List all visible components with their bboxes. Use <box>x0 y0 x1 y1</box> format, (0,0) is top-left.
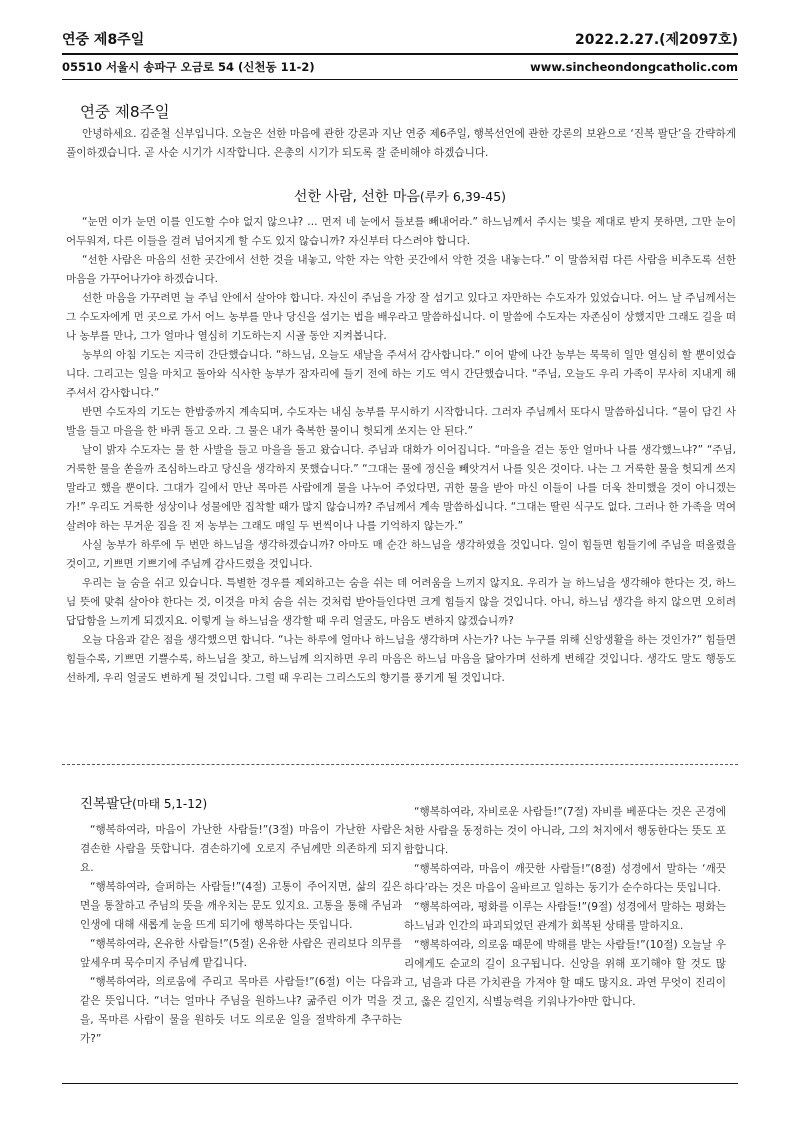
homily-paragraph: “눈먼 이가 눈먼 이를 인도할 수야 없지 않으냐? … 먼저 네 눈에서 들보를 빼내어라.” 하느님께서 주시는 빛을 제대로 받지 못하면, 그만 눈이 어두워져, 다른 이들을 걸려 넘어지게 할 수도 있지 않습니까? 자신부터 다스려야 합니다. <box>66 216 736 247</box>
beatitude-paragraph: “행복하여라, 자비로운 사람들!”(7절) 자비를 베푼다는 것은 곤경에 처한 사람을 동정하는 것이 아니라, 그의 처지에서 행동한다는 뜻도 포함합니다. <box>404 806 726 856</box>
masthead-title: 연중 제8주일 <box>62 32 145 48</box>
homily-paragraph: 오늘 다음과 같은 점을 생각했으면 합니다. “나는 하루에 얼마나 하느님을 생각하며 사는가? 나는 누구를 위해 신앙생활을 하는 것인가?” 힘들면 힘들수록, 기쁘면 기쁠수록, 하느님을 찾고, 하느님께 의지하면 우리 마음은 하느님 마음을 닮아가며 선하게 변해갈 것입니다. 생각도 말도 행동도 선하게, 우리 얼굴도 변하게 될 것입니다. 그럴 때 우리는 그리스도의 향기를 풍기게 될 것입니다. <box>66 634 736 684</box>
intro-paragraph: 안녕하세요. 김준철 신부입니다. 오늘은 선한 마음에 관한 강론과 지난 연중 제6주일, 행복선언에 관한 강론의 보완으로 ‘진복 팔단’을 간략하게 풀이하겠습니다. 곧 사순 시기가 시작합니다. 은총의 시기가 되도록 잘 준비해야 하겠습니다. <box>66 128 736 159</box>
beatitudes-reference: (마태 5,1-12) <box>132 797 208 811</box>
homily-paragraph: 우리는 늘 숨을 쉬고 있습니다. 특별한 경우를 제외하고는 숨을 쉬는 데 어려움을 느끼지 않지요. 우리가 늘 하느님을 생각해야 한다는 것, 하느님 뜻에 맞춰 살아야 한다는 것, 이것을 마치 숨을 쉬는 것처럼 받아들인다면 크게 힘들지 않을 것입니다. 아니, 하느님 생각을 하지 않으면 오히려 답답함을 느끼게 되겠지요. 이렇게 늘 하느님을 생각할 때 우리 얼굴도, 마음도 변하지 않겠습니까? <box>66 577 736 627</box>
address-bar <box>62 58 738 76</box>
beatitude-paragraph: “행복하여라, 슬퍼하는 사람들!”(4절) 고통이 주어지면, 삶의 깊은 면을 통찰하고 주님의 뜻을 깨우치는 문도 있지요. 고통을 통해 주님과 인생에 대해 새롭게 눈을 뜨게 되기에 행복하다는 뜻입니다. <box>80 881 402 931</box>
homily-paragraph: 선한 마음을 가꾸려면 늘 주님 안에서 살아야 합니다. 자신이 주님을 가장 잘 섬기고 있다고 자만하는 수도자가 있었습니다. 어느 날 주님께서는 그 수도자에게 먼 곳으로 가서 어느 농부를 만나 당신을 섬기는 법을 배우라고 말씀하십니다. 이 말씀에 수도자는 자존심이 상했지만 그래도 길을 떠나 농부를 만나, 그가 얼마나 열심히 기도하는지 시골 동안 지켜봅니다. <box>66 292 736 342</box>
beatitude-paragraph: “행복하여라, 마음이 가난한 사람들!”(3절) 마음이 가난한 사람은 겸손한 사람을 뜻합니다. 겸손하기에 오로지 주님께만 의존하게 되지요. <box>80 824 402 874</box>
homily-paragraph: 반면 수도자의 기도는 한밤중까지 계속되며, 수도자는 내심 농부를 무시하기 시작합니다. 그러자 주님께서 또다시 말씀하십니다. “물이 담긴 사발을 들고 마을을 한 바퀴 돌고 오라. 그 물은 내가 축복한 물이니 헛되게 쏘지는 안 된다.” <box>66 406 736 437</box>
beatitude-paragraph: “행복하여라, 마음이 깨끗한 사람들!”(8절) 성경에서 말하는 ‘깨끗하다’라는 것은 마음이 올바르고 일하는 동기가 순수하다는 뜻입니다. <box>404 863 726 894</box>
homily-paragraph: 농부의 아침 기도는 지극히 간단했습니다. “하느님, 오늘도 새날을 주셔서 감사합니다.” 이어 밭에 나간 농부는 묵묵히 일만 열심히 할 뿐이었습니다. 그리고는 일을 마치고 돌아와 식사한 농부가 잠자리에 들기 전에 하는 기도 역시 간단했습니다. “주님, 오늘도 우리 가족이 무사히 지내게 해주셔서 감사합니다.” <box>66 349 736 399</box>
homily-paragraph: 날이 밝자 수도자는 물 한 사발을 들고 마을을 돌고 왔습니다. 주님과 대화가 이어집니다. “마을을 걷는 동안 얼마나 나를 생각했느냐?” “주님, 거룩한 물을 쏟을까 조심하느라고 당신을 생각하지 못했습니다.” “그대는 물에 정신을 빼앗겨서 나를 잊은 것이다. 나는 그 거룩한 물을 헛되게 쓰지 말라고 했을 뿐이다. 그대가 길에서 만난 목마른 사람에게 물을 나누어 주었다면, 귀한 물을 받아 마신 이들이 나를 더욱 찬미했을 것이 아니겠는가!” 우리도 거룩한 성상이나 성물에만 집착할 때가 많지 않습니까? 주님께서 계속 말씀하십니다. “그대는 딸린 식구도 없다. 그러나 한 가족을 먹여 살려야 하는 무거운 짐을 진 저 농부는 그래도 매일 두 번씩이나 나를 기억하지 않는가.” <box>66 444 736 532</box>
parish-website[interactable]: www.sincheondongcatholic.com <box>530 60 738 74</box>
beatitudes-title: 진복팔단 <box>80 796 133 812</box>
homily-paragraph: “선한 사람은 마음의 선한 곳간에서 선한 것을 내놓고, 악한 자는 악한 곳간에서 악한 것을 내놓는다.” 이 말씀처럼 다른 사람을 비추도록 선한 마음을 가꾸어나가야 하겠습니다. <box>66 254 736 285</box>
parish-address: 05510 서울시 송파구 오금로 54 (신천동 11-2) <box>62 60 315 74</box>
footer-rule <box>62 1083 738 1084</box>
beatitude-paragraph: “행복하여라, 온유한 사람들!”(5절) 온유한 사람은 권리보다 의무를 앞세우며 묵수미지 주님께 맡깁니다. <box>80 938 402 969</box>
issue-date: 2022.2.27.(제2097호) <box>575 32 738 48</box>
masthead-rule <box>62 53 738 55</box>
beatitudes-heading <box>80 792 402 812</box>
section-divider <box>62 764 738 765</box>
masthead <box>62 28 738 50</box>
homily-body <box>66 213 736 688</box>
homily-reference: (루카 6,39-45) <box>419 189 507 204</box>
homily-paragraph: 사실 농부가 하루에 두 번만 하느님을 생각하겠습니까? 아마도 매 순간 하느님을 생각하였을 것입니다. 일이 힘들면 힘들기에 주님을 떠올렸을 것이고, 기쁘면 기쁘기에 주님께 감사드렸을 것입니다. <box>66 539 736 570</box>
beatitude-paragraph: “행복하여라, 평화를 이루는 사람들!”(9절) 성경에서 말하는 평화는 하느님과 인간의 파괴되었던 관계가 회복된 상태를 말하지요. <box>404 901 726 932</box>
address-rule <box>62 79 738 80</box>
beatitudes-left-column <box>80 792 402 1049</box>
beatitudes-right-column <box>404 803 726 1012</box>
homily-heading <box>0 186 800 206</box>
homily-title: 선한 사람, 선한 마음 <box>293 189 420 205</box>
beatitude-paragraph: “행복하여라, 의로움 때문에 박해를 받는 사람들!”(10절) 오늘날 우리에게도 순교의 길이 요구됩니다. 신앙을 위해 포기해야 할 것도 많고, 넘을과 다른 가치관을 가져야 할 때도 많지요. 과연 무엇이 진리이고, 옳은 길인지, 식별능력을 키워나가야만 합니다. <box>404 939 726 1008</box>
beatitude-paragraph: “행복하여라, 의로움에 주리고 목마른 사람들!”(6절) 이는 다음과 같은 뜻입니다. “너는 얼마나 주님을 원하느냐? 굶주린 이가 먹을 것을, 목마른 사람이 물을 원하듯 너도 의로운 일을 절박하게 추구하는가?” <box>80 976 402 1045</box>
page-title: 연중 제8주일 <box>80 103 170 121</box>
